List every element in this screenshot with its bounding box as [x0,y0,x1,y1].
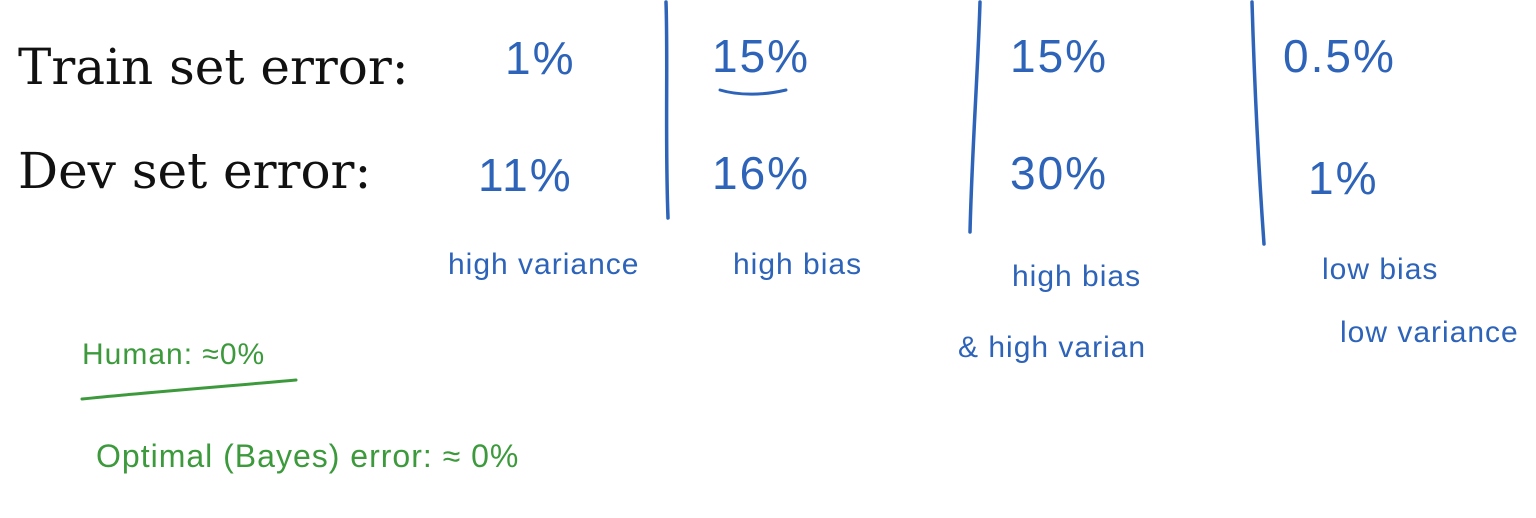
divider-2 [970,2,980,232]
underline-human-note [82,380,296,399]
col2-diagnosis-line1: high bias [733,248,863,281]
human-error-note: Human: ≈0% [82,338,266,371]
underline-col2-train [720,90,786,94]
col4-train-error: 0.5% [1283,30,1396,82]
divider-1 [666,2,668,218]
col1-dev-error: 11% [478,149,573,201]
col3-dev-error: 30% [1010,147,1109,199]
col3-diagnosis-line2: & high varian [958,331,1147,364]
col4-diagnosis-line2: low variance [1340,316,1519,349]
divider-3 [1252,2,1264,244]
col3-diagnosis-line1: high bias [1012,260,1142,293]
col1-train-error: 1% [505,32,576,84]
dev-set-error-label: Dev set error: [18,142,372,200]
col3-train-error: 15% [1010,30,1109,82]
col4-dev-error: 1% [1308,152,1379,204]
train-set-error-label: Train set error: [18,38,409,96]
col2-dev-error: 16% [712,147,811,199]
col1-diagnosis-line1: high variance [448,248,640,281]
col4-diagnosis-line1: low bias [1322,253,1439,286]
col2-train-error: 15% [712,30,811,82]
optimal-bayes-error-note: Optimal (Bayes) error: ≈ 0% [96,438,520,474]
